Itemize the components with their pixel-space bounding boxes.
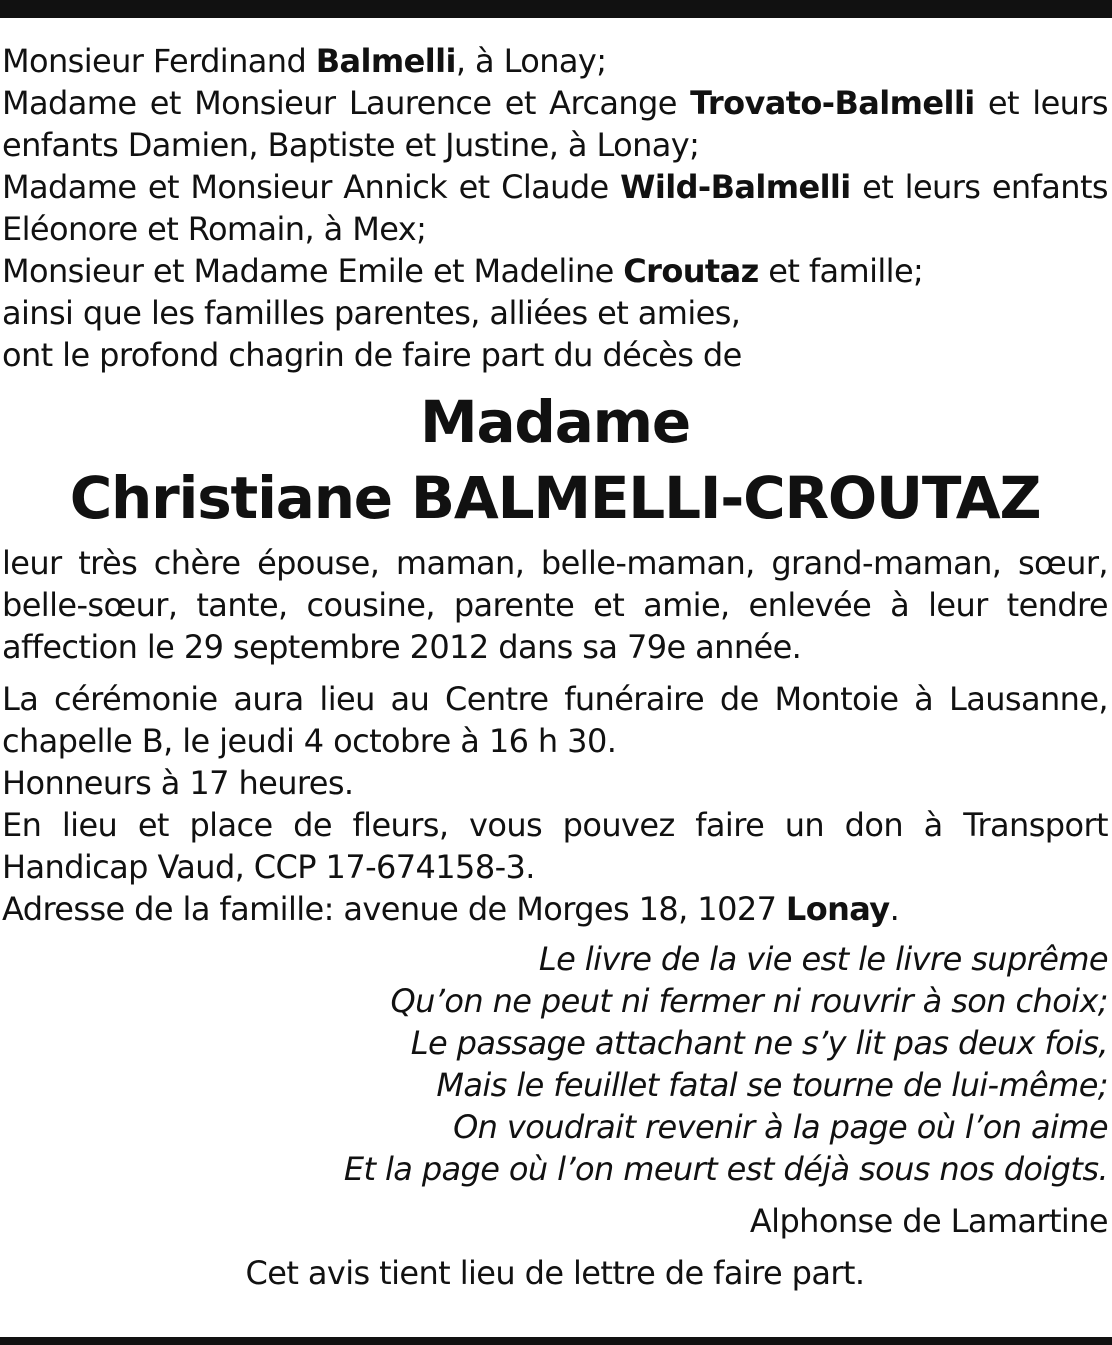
- family-name: Trovato-Balmelli: [690, 84, 975, 122]
- poem-line: Et la page où l’on meurt est déjà sous nos doigts.: [343, 1150, 1108, 1188]
- family-name: Balmelli: [315, 42, 456, 80]
- deceased-name: Christiane BALMELLI-CROUTAZ: [69, 464, 1041, 532]
- poem-line: Mais le feuillet fatal se tourne de lui-même;: [436, 1066, 1108, 1104]
- poem: [2, 938, 1108, 1190]
- family-name: Croutaz: [623, 252, 759, 290]
- family-line: Monsieur Ferdinand Balmelli, à Lonay;: [2, 42, 607, 80]
- tribute-text: leur très chère épouse, maman, belle-maman, grand-maman, sœur, belle-sœur, tante, cousine, parente et amie, enlevée à leur tendre affection le 29 septembre 2012 dans sa 79e année.: [2, 544, 1108, 666]
- family-line: Monsieur et Madame Emile et Madeline Croutaz et famille;: [2, 252, 924, 290]
- ceremony-text: La cérémonie aura lieu au Centre funéraire de Montoie à Lausanne, chapelle B, le jeudi 4 octobre à 16 h 30.: [2, 680, 1108, 760]
- family-name: Wild-Balmelli: [620, 168, 851, 206]
- top-rule: [0, 0, 1112, 18]
- bottom-rule: [0, 1337, 1112, 1345]
- family-line: Madame et Monsieur Annick et Claude Wild-Balmelli et leurs enfants Eléonore et Romain, à Mex;: [2, 168, 1108, 248]
- closing-note: Cet avis tient lieu de lettre de faire part.: [245, 1254, 865, 1292]
- intro-line: ainsi que les familles parentes, alliées et amies,: [2, 294, 741, 332]
- address-city: Lonay: [785, 890, 890, 928]
- family-line: Madame et Monsieur Laurence et Arcange Trovato-Balmelli et leurs enfants Damien, Baptiste et Justine, à Lonay;: [2, 84, 1108, 164]
- poem-author: Alphonse de Lamartine: [749, 1202, 1108, 1240]
- deceased-title: Madame: [419, 388, 691, 456]
- poem-line: Le passage attachant ne s’y lit pas deux fois,: [410, 1024, 1108, 1062]
- poem-line: On voudrait revenir à la page où l’on aime: [453, 1108, 1108, 1146]
- poem-line: Qu’on ne peut ni fermer ni rouvrir à son choix;: [390, 982, 1108, 1020]
- donation-text: En lieu et place de fleurs, vous pouvez faire un don à Transport Handicap Vaud, CCP 17-674158-3.: [2, 806, 1108, 886]
- intro-line: ont le profond chagrin de faire part du décès de: [2, 336, 742, 374]
- obituary-notice: [2, 40, 1108, 1294]
- poem-line: Le livre de la vie est le livre suprême: [538, 940, 1108, 978]
- honneurs-text: Honneurs à 17 heures.: [2, 764, 354, 802]
- family-address: Adresse de la famille: avenue de Morges 18, 1027 Lonay.: [2, 890, 900, 928]
